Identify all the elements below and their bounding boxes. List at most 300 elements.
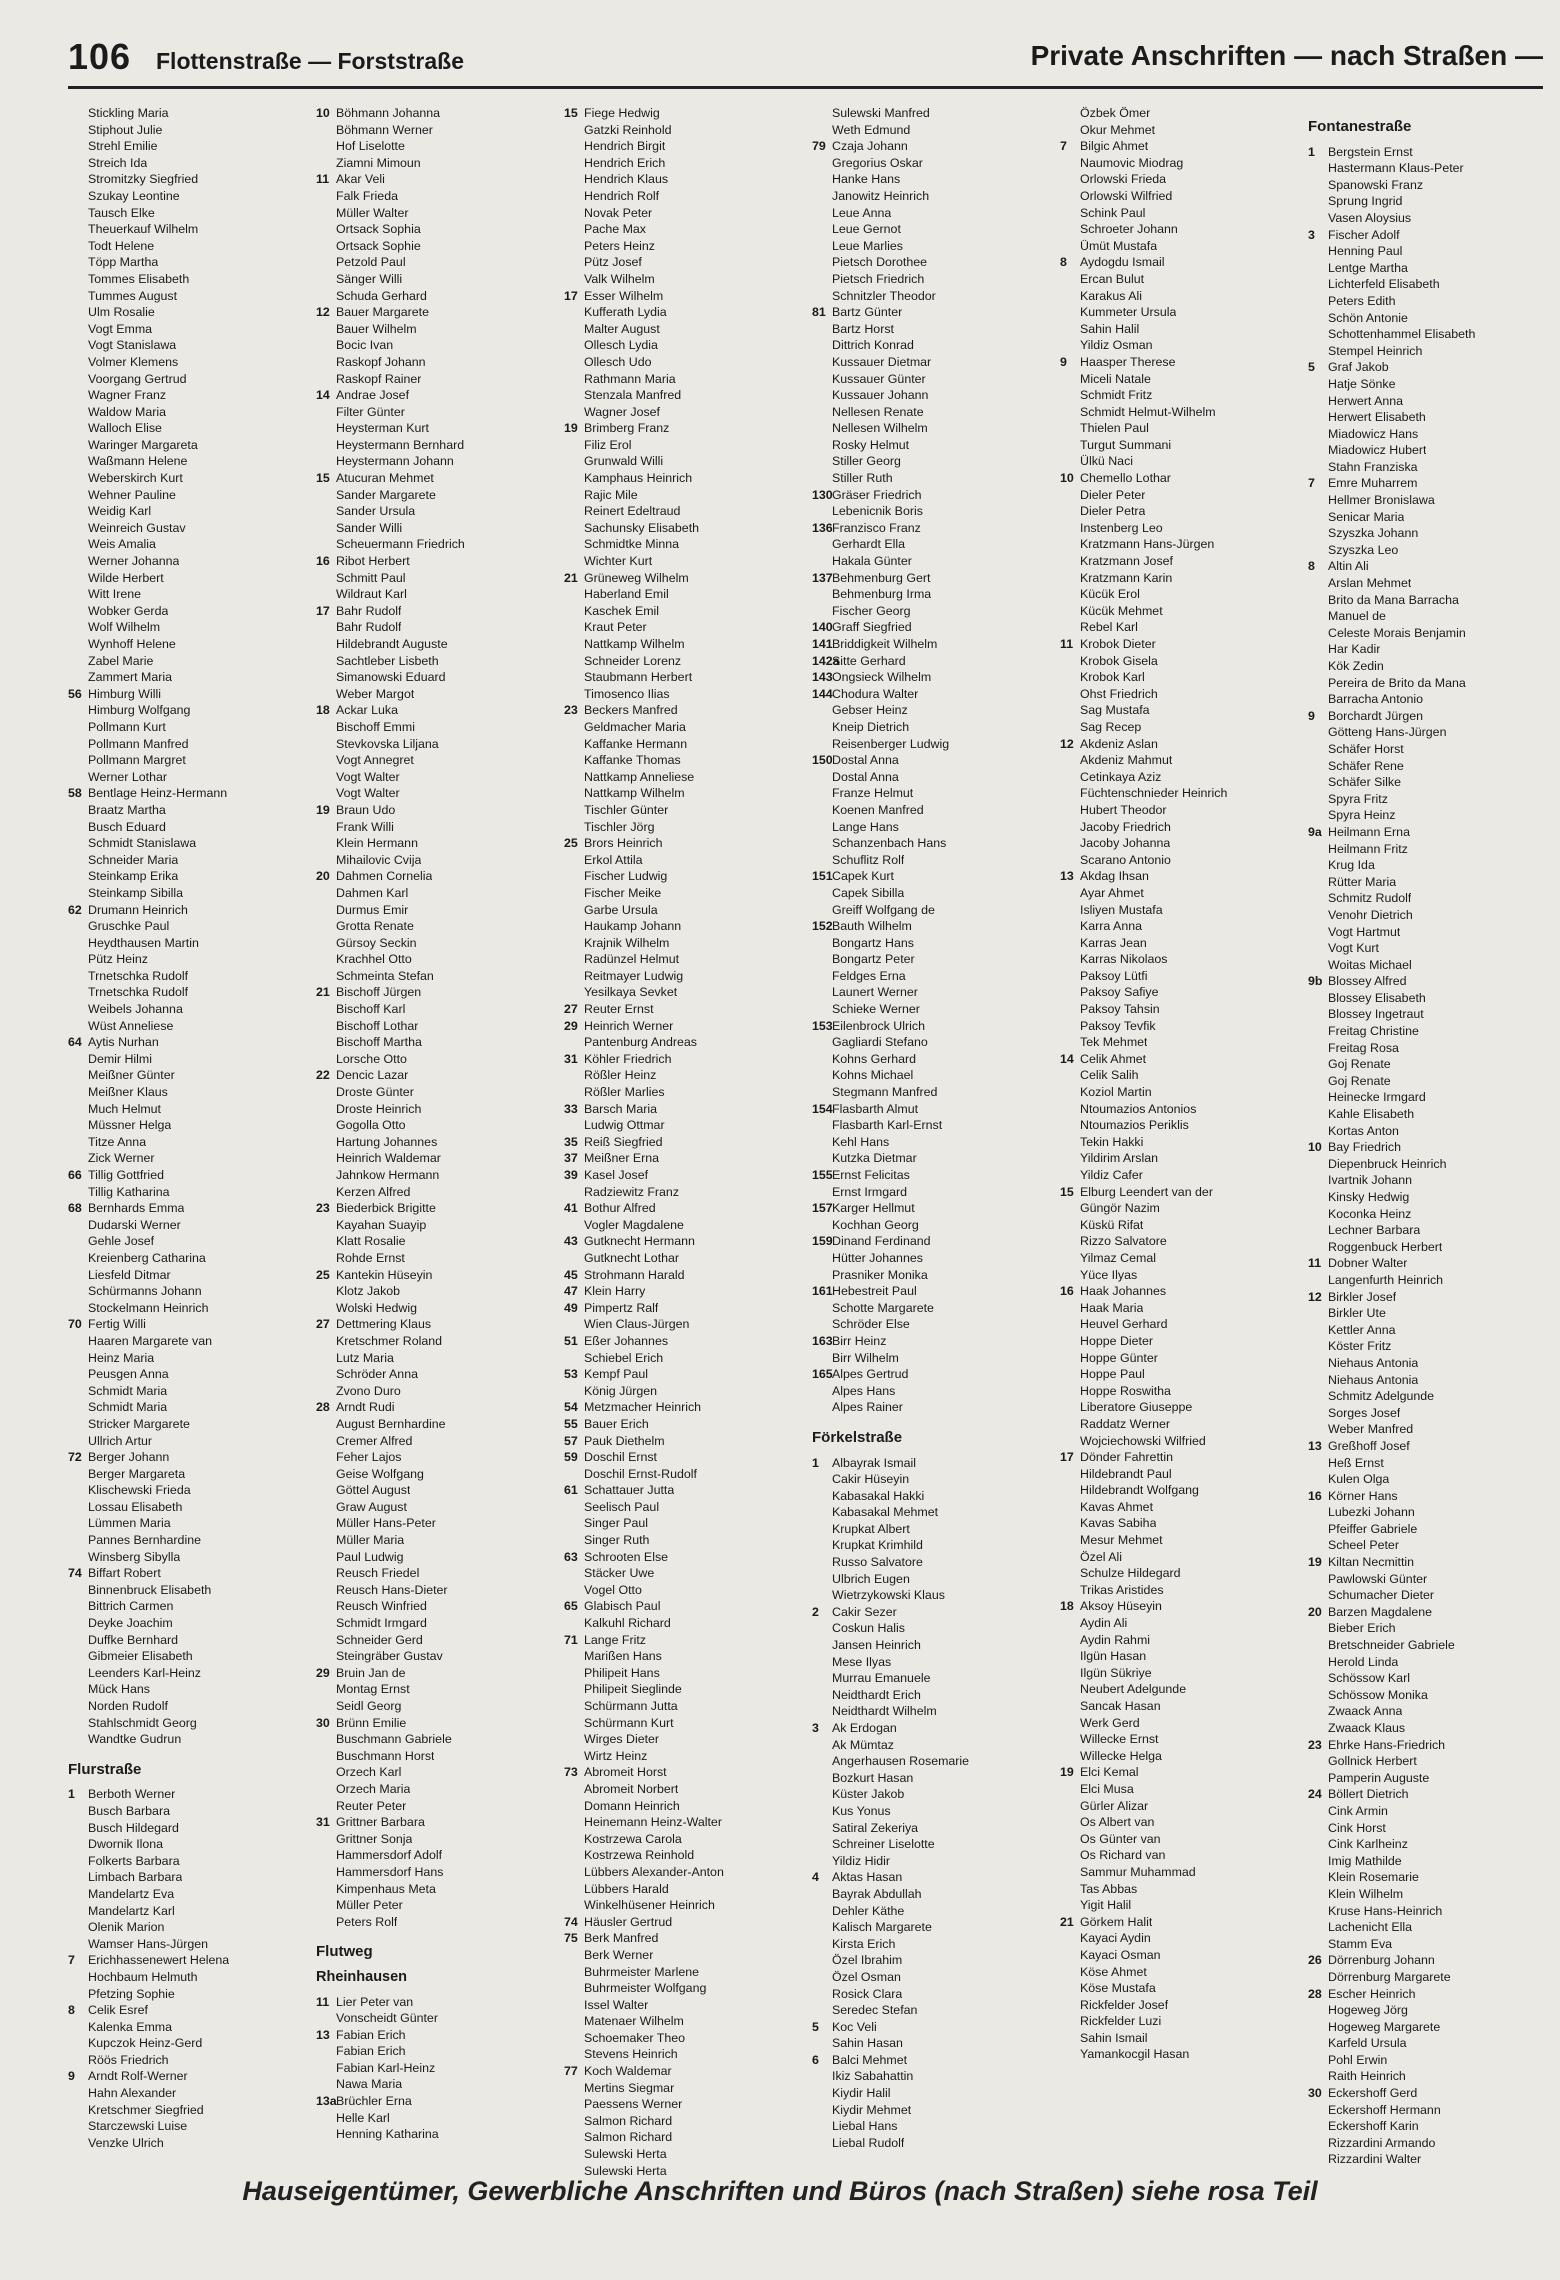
resident-entry xyxy=(68,520,308,537)
house-number xyxy=(68,1067,88,1084)
resident-name: Manuel de xyxy=(1328,609,1386,624)
resident-entry xyxy=(1308,276,1548,293)
house-number xyxy=(68,321,88,338)
resident-entry xyxy=(812,1654,1052,1671)
house-number xyxy=(68,918,88,935)
house-number: 143 xyxy=(812,670,833,685)
house-number xyxy=(1308,1919,1328,1936)
house-number: 14 xyxy=(1060,1051,1074,1066)
resident-name: Spyra Heinz xyxy=(1328,808,1396,823)
resident-name: Alpes Hans xyxy=(832,1383,896,1398)
resident-entry xyxy=(812,1687,1052,1704)
house-number xyxy=(1308,1803,1328,1820)
resident-entry xyxy=(316,669,556,686)
resident-entry xyxy=(316,1994,556,2011)
house-number xyxy=(316,852,336,869)
resident-entry xyxy=(316,1615,556,1632)
resident-name: Hildebrandt Auguste xyxy=(336,637,448,651)
resident-name: Blossey Alfred xyxy=(1328,974,1407,989)
resident-name: Titze Anna xyxy=(88,1134,147,1149)
house-number: 75 xyxy=(564,1931,578,1946)
house-number xyxy=(1308,509,1328,526)
resident-entry xyxy=(68,271,308,288)
resident-name: Feldges Erna xyxy=(832,968,906,983)
house-number xyxy=(812,337,832,354)
house-number xyxy=(316,2110,336,2127)
house-number xyxy=(812,1051,832,1068)
resident-entry xyxy=(316,902,556,919)
resident-name: Kraut Peter xyxy=(584,620,647,635)
resident-entry xyxy=(1060,1482,1300,1499)
resident-entry xyxy=(1060,1433,1300,1450)
house-number xyxy=(68,138,88,155)
resident-entry xyxy=(812,122,1052,139)
house-number xyxy=(564,1648,584,1665)
resident-entry xyxy=(316,1847,556,1864)
resident-entry xyxy=(812,1919,1052,1936)
resident-name: Nawa Maria xyxy=(336,2077,403,2092)
house-number xyxy=(812,1753,832,1770)
resident-name: Akdag Ihsan xyxy=(1080,869,1149,884)
resident-name: Elci Kemal xyxy=(1080,1765,1139,1780)
resident-entry xyxy=(68,2085,308,2102)
house-number xyxy=(812,1670,832,1687)
resident-name: Bieber Erich xyxy=(1328,1621,1396,1636)
resident-name: Hendrich Erich xyxy=(584,155,666,170)
resident-name: Rizzo Salvatore xyxy=(1080,1234,1167,1249)
resident-entry xyxy=(812,1200,1052,1217)
resident-entry xyxy=(564,420,804,437)
house-number xyxy=(316,1798,336,1815)
house-number xyxy=(1308,1123,1328,1140)
resident-entry xyxy=(316,1333,556,1350)
house-number xyxy=(1308,210,1328,227)
resident-name: Escher Heinrich xyxy=(1328,1986,1416,2001)
resident-name: Lier Peter van xyxy=(336,1994,414,2009)
house-number xyxy=(316,221,336,238)
resident-entry xyxy=(1060,1781,1300,1798)
house-number xyxy=(812,1654,832,1671)
resident-entry xyxy=(316,1781,556,1798)
resident-name: Feher Lajos xyxy=(336,1450,402,1465)
house-number xyxy=(68,271,88,288)
house-number xyxy=(564,636,584,653)
resident-name: Berk Werner xyxy=(584,1947,654,1962)
resident-entry xyxy=(1060,188,1300,205)
resident-name: Schmitz Adelgunde xyxy=(1328,1389,1435,1404)
resident-name: Arslan Mehmet xyxy=(1328,576,1412,591)
resident-entry xyxy=(68,1300,308,1317)
resident-entry xyxy=(316,1034,556,1051)
resident-entry xyxy=(1060,1914,1300,1931)
house-number xyxy=(1060,221,1080,238)
resident-entry xyxy=(68,470,308,487)
resident-entry xyxy=(1060,1200,1300,1217)
resident-name: Andrae Josef xyxy=(336,388,410,403)
resident-name: Blossey Ingetraut xyxy=(1328,1007,1424,1022)
house-number xyxy=(1060,1632,1080,1649)
resident-entry xyxy=(812,1554,1052,1571)
resident-name: Schäfer Silke xyxy=(1328,775,1402,790)
resident-name: Kerzen Alfred xyxy=(336,1184,411,1199)
resident-entry xyxy=(812,1455,1052,1472)
resident-entry xyxy=(1060,387,1300,404)
resident-name: Pantenburg Andreas xyxy=(584,1035,697,1050)
house-number xyxy=(1308,1156,1328,1173)
resident-entry xyxy=(68,1969,308,1986)
resident-entry xyxy=(812,570,1052,587)
resident-entry xyxy=(812,1488,1052,1505)
house-number: 28 xyxy=(316,1400,330,1415)
resident-entry xyxy=(1060,1167,1300,1184)
resident-name: Bruin Jan de xyxy=(336,1665,406,1680)
resident-entry xyxy=(316,1466,556,1483)
resident-entry xyxy=(1308,1703,1548,1720)
resident-name: Elburg Leendert van der xyxy=(1080,1184,1213,1199)
resident-entry xyxy=(564,835,804,852)
resident-entry xyxy=(68,2135,308,2152)
resident-entry xyxy=(1060,1399,1300,1416)
house-number xyxy=(812,1687,832,1704)
house-number xyxy=(812,155,832,172)
resident-name: Kantekin Hüseyin xyxy=(336,1267,433,1282)
resident-entry xyxy=(68,719,308,736)
house-number xyxy=(68,1549,88,1566)
resident-entry xyxy=(812,852,1052,869)
house-number: 8 xyxy=(1060,255,1067,270)
house-number: 17 xyxy=(564,288,578,303)
resident-name: Ntoumazios Antonios xyxy=(1080,1101,1197,1116)
resident-name: Borchardt Jürgen xyxy=(1328,708,1424,723)
resident-name: Sulewski Herta xyxy=(584,2163,667,2178)
resident-entry xyxy=(812,221,1052,238)
resident-entry xyxy=(564,951,804,968)
house-number xyxy=(1308,1654,1328,1671)
resident-entry xyxy=(68,1200,308,1217)
resident-name: Orzech Karl xyxy=(336,1765,402,1780)
house-number xyxy=(316,1117,336,1134)
house-number xyxy=(1308,1089,1328,1106)
resident-name: Ziamni Mimoun xyxy=(336,155,421,170)
resident-name: Celik Esref xyxy=(88,2003,148,2018)
resident-entry xyxy=(564,1067,804,1084)
resident-entry xyxy=(812,1001,1052,1018)
resident-entry xyxy=(316,785,556,802)
house-number xyxy=(316,1615,336,1632)
house-number xyxy=(564,155,584,172)
resident-name: Buhrmeister Wolfgang xyxy=(584,1981,707,1996)
house-number xyxy=(68,1117,88,1134)
house-number xyxy=(316,1018,336,1035)
resident-entry xyxy=(1060,487,1300,504)
resident-name: Kretschmer Roland xyxy=(336,1333,443,1348)
resident-name: Ivartnik Johann xyxy=(1328,1173,1413,1188)
resident-entry xyxy=(812,1670,1052,1687)
house-number: 3 xyxy=(1308,227,1315,242)
house-number xyxy=(564,819,584,836)
house-number: 20 xyxy=(1308,1604,1322,1619)
house-number xyxy=(812,1217,832,1234)
house-number xyxy=(68,603,88,620)
house-number xyxy=(812,2068,832,2085)
resident-name: Weberskirch Kurt xyxy=(88,471,183,486)
resident-entry xyxy=(812,1869,1052,1886)
resident-entry xyxy=(564,918,804,935)
house-number xyxy=(1060,1980,1080,1997)
house-number xyxy=(68,719,88,736)
resident-name: Klotz Jakob xyxy=(336,1284,401,1299)
resident-name: Wüst Anneliese xyxy=(88,1018,174,1033)
resident-entry xyxy=(68,769,308,786)
resident-entry xyxy=(1060,2030,1300,2047)
resident-name: Weber Manfred xyxy=(1328,1422,1414,1437)
resident-name: Hoppe Dieter xyxy=(1080,1333,1154,1348)
resident-entry xyxy=(812,238,1052,255)
resident-name: Freitag Christine xyxy=(1328,1024,1419,1039)
resident-entry xyxy=(564,1433,804,1450)
house-number xyxy=(564,553,584,570)
resident-entry xyxy=(316,1433,556,1450)
resident-name: Os Günter van xyxy=(1080,1831,1161,1846)
resident-name: Sorges Josef xyxy=(1328,1405,1401,1420)
resident-entry xyxy=(1308,1172,1548,1189)
resident-name: Wildraut Karl xyxy=(336,587,407,602)
resident-entry xyxy=(316,1681,556,1698)
resident-name: Reusch Hans-Dieter xyxy=(336,1582,448,1597)
resident-name: Hatje Sönke xyxy=(1328,376,1396,391)
resident-name: Cink Armin xyxy=(1328,1803,1388,1818)
house-number: 31 xyxy=(316,1815,330,1830)
resident-entry xyxy=(68,354,308,371)
resident-name: Capek Kurt xyxy=(832,869,894,884)
house-number: 8 xyxy=(68,2003,75,2018)
house-number xyxy=(1060,487,1080,504)
resident-name: Celik Salih xyxy=(1080,1068,1139,1083)
resident-entry xyxy=(68,802,308,819)
house-number xyxy=(564,2146,584,2163)
resident-entry xyxy=(1308,1222,1548,1239)
resident-name: Schnitzler Theodor xyxy=(832,288,936,303)
resident-name: Böhmann Johanna xyxy=(336,106,441,120)
house-number xyxy=(68,1598,88,1615)
house-number xyxy=(812,1001,832,1018)
resident-entry xyxy=(1308,691,1548,708)
resident-entry xyxy=(812,470,1052,487)
resident-name: Fischer Adolf xyxy=(1328,227,1400,242)
resident-entry xyxy=(68,1034,308,1051)
house-number xyxy=(316,1681,336,1698)
resident-name: Fabian Erich xyxy=(336,2027,406,2042)
resident-entry xyxy=(68,1715,308,1732)
resident-entry xyxy=(1308,227,1548,244)
house-number: 21 xyxy=(316,985,330,1000)
resident-name: Schürmann Jutta xyxy=(584,1699,678,1713)
house-number xyxy=(564,1731,584,1748)
resident-entry xyxy=(564,1167,804,1184)
house-number xyxy=(1308,1023,1328,1040)
resident-entry xyxy=(68,1903,308,1920)
house-number xyxy=(812,1986,832,2003)
resident-entry xyxy=(564,769,804,786)
house-number xyxy=(812,1919,832,1936)
resident-name: Neidthardt Erich xyxy=(832,1687,921,1702)
resident-entry xyxy=(564,1615,804,1632)
house-number xyxy=(68,669,88,686)
resident-entry xyxy=(812,420,1052,437)
resident-name: Haak Maria xyxy=(1080,1300,1144,1315)
resident-entry xyxy=(68,1399,308,1416)
resident-entry xyxy=(1308,293,1548,310)
resident-name: Meißner Erna xyxy=(584,1151,660,1166)
resident-entry xyxy=(1060,122,1300,139)
resident-name: Hendrich Rolf xyxy=(584,188,660,203)
resident-name: Dahmen Cornelia xyxy=(336,869,433,884)
house-number: 27 xyxy=(564,1002,578,1017)
house-number xyxy=(1060,769,1080,786)
resident-entry xyxy=(812,1067,1052,1084)
resident-entry xyxy=(316,171,556,188)
house-number xyxy=(316,686,336,703)
house-number xyxy=(68,2052,88,2069)
house-number xyxy=(316,1764,336,1781)
resident-name: Kratzmann Hans-Jürgen xyxy=(1080,537,1215,552)
house-number xyxy=(564,1565,584,1582)
house-number xyxy=(316,1582,336,1599)
resident-name: Wirges Dieter xyxy=(584,1732,660,1747)
resident-name: Wandtke Gudrun xyxy=(88,1732,182,1747)
resident-name: Paksoy Lütfi xyxy=(1080,968,1148,983)
house-number xyxy=(68,1383,88,1400)
resident-entry xyxy=(564,1665,804,1682)
house-number: 9b xyxy=(1308,974,1323,989)
resident-entry xyxy=(564,1930,804,1947)
resident-entry xyxy=(1308,1969,1548,1986)
resident-name: Dobner Walter xyxy=(1328,1256,1408,1271)
resident-name: Ülkü Naci xyxy=(1080,454,1134,469)
resident-name: Sachtleber Lisbeth xyxy=(336,653,439,668)
resident-name: Schmidt Maria xyxy=(88,1400,168,1415)
resident-entry xyxy=(812,1051,1052,1068)
house-number xyxy=(1308,2151,1328,2168)
house-number xyxy=(68,2019,88,2036)
resident-entry xyxy=(1308,260,1548,277)
house-number xyxy=(812,1184,832,1201)
resident-entry xyxy=(1308,1836,1548,1853)
resident-name: Eßer Johannes xyxy=(584,1333,669,1348)
house-number xyxy=(316,1134,336,1151)
resident-name: Yildiz Cafer xyxy=(1080,1168,1143,1182)
house-number xyxy=(1060,304,1080,321)
house-number xyxy=(316,736,336,753)
resident-entry xyxy=(564,2046,804,2063)
resident-entry xyxy=(1060,171,1300,188)
resident-entry xyxy=(812,1604,1052,1621)
resident-name: Wolf Wilhelm xyxy=(88,620,161,635)
resident-entry xyxy=(1308,1156,1548,1173)
resident-name: Klein Wilhelm xyxy=(1328,1886,1404,1901)
house-number: 7 xyxy=(1308,476,1315,491)
resident-entry xyxy=(1308,525,1548,542)
resident-entry xyxy=(68,487,308,504)
house-number xyxy=(564,453,584,470)
house-number xyxy=(564,337,584,354)
resident-name: Marißen Hans xyxy=(584,1649,662,1664)
resident-entry xyxy=(1060,1731,1300,1748)
house-number xyxy=(812,1150,832,1167)
resident-name: Kussauer Dietmar xyxy=(832,354,932,369)
resident-name: Brito da Mana Barracha xyxy=(1328,592,1459,607)
house-number xyxy=(1060,1814,1080,1831)
resident-entry xyxy=(68,1598,308,1615)
resident-entry xyxy=(812,1952,1052,1969)
house-number xyxy=(68,1936,88,1953)
resident-name: Rößler Marlies xyxy=(584,1085,665,1100)
house-number xyxy=(564,653,584,670)
resident-name: Wichter Kurt xyxy=(584,554,653,569)
house-number xyxy=(68,503,88,520)
resident-entry xyxy=(1060,1632,1300,1649)
house-number xyxy=(68,1217,88,1234)
house-number: 71 xyxy=(564,1632,578,1647)
resident-entry xyxy=(1060,1748,1300,1765)
resident-entry xyxy=(1308,1255,1548,1272)
resident-entry xyxy=(564,171,804,188)
resident-name: Pollmann Manfred xyxy=(88,736,189,751)
resident-entry xyxy=(564,1449,804,1466)
resident-entry xyxy=(1308,509,1548,526)
resident-name: Singer Paul xyxy=(584,1516,649,1531)
resident-name: Trnetschka Rudolf xyxy=(88,985,189,1000)
house-number xyxy=(1308,691,1328,708)
resident-entry xyxy=(1308,1571,1548,1588)
house-number xyxy=(1308,1886,1328,1903)
resident-entry xyxy=(1060,802,1300,819)
resident-entry xyxy=(564,470,804,487)
resident-name: Schumacher Dieter xyxy=(1328,1588,1435,1603)
resident-entry xyxy=(564,1764,804,1781)
house-number: 41 xyxy=(564,1201,578,1216)
resident-entry xyxy=(1060,1897,1300,1914)
resident-name: Hochbaum Helmuth xyxy=(88,1969,198,1984)
resident-entry xyxy=(1060,1665,1300,1682)
house-number xyxy=(812,288,832,305)
resident-entry xyxy=(1060,205,1300,222)
house-number xyxy=(1308,1455,1328,1472)
resident-entry xyxy=(812,736,1052,753)
resident-name: Köse Mustafa xyxy=(1080,1981,1156,1996)
resident-name: Himburg Willi xyxy=(88,686,161,701)
resident-entry xyxy=(564,902,804,919)
resident-entry xyxy=(316,1051,556,1068)
resident-name: Fiege Hedwig xyxy=(584,106,660,120)
resident-entry xyxy=(812,1333,1052,1350)
resident-name: Pollmann Margret xyxy=(88,753,186,768)
resident-entry xyxy=(1060,404,1300,421)
resident-name: Albayrak Ismail xyxy=(832,1455,917,1470)
house-number xyxy=(1060,984,1080,1001)
resident-entry xyxy=(316,155,556,172)
resident-name: Rajic Mile xyxy=(584,487,638,502)
resident-entry xyxy=(1060,785,1300,802)
resident-name: Tischler Jörg xyxy=(584,819,655,834)
resident-name: Wagner Josef xyxy=(584,404,660,419)
resident-entry xyxy=(1308,426,1548,443)
house-number xyxy=(1308,724,1328,741)
resident-name: Sulewski Herta xyxy=(584,2147,667,2162)
resident-entry xyxy=(316,221,556,238)
resident-entry xyxy=(68,2068,308,2085)
house-number: 141 xyxy=(812,637,833,651)
